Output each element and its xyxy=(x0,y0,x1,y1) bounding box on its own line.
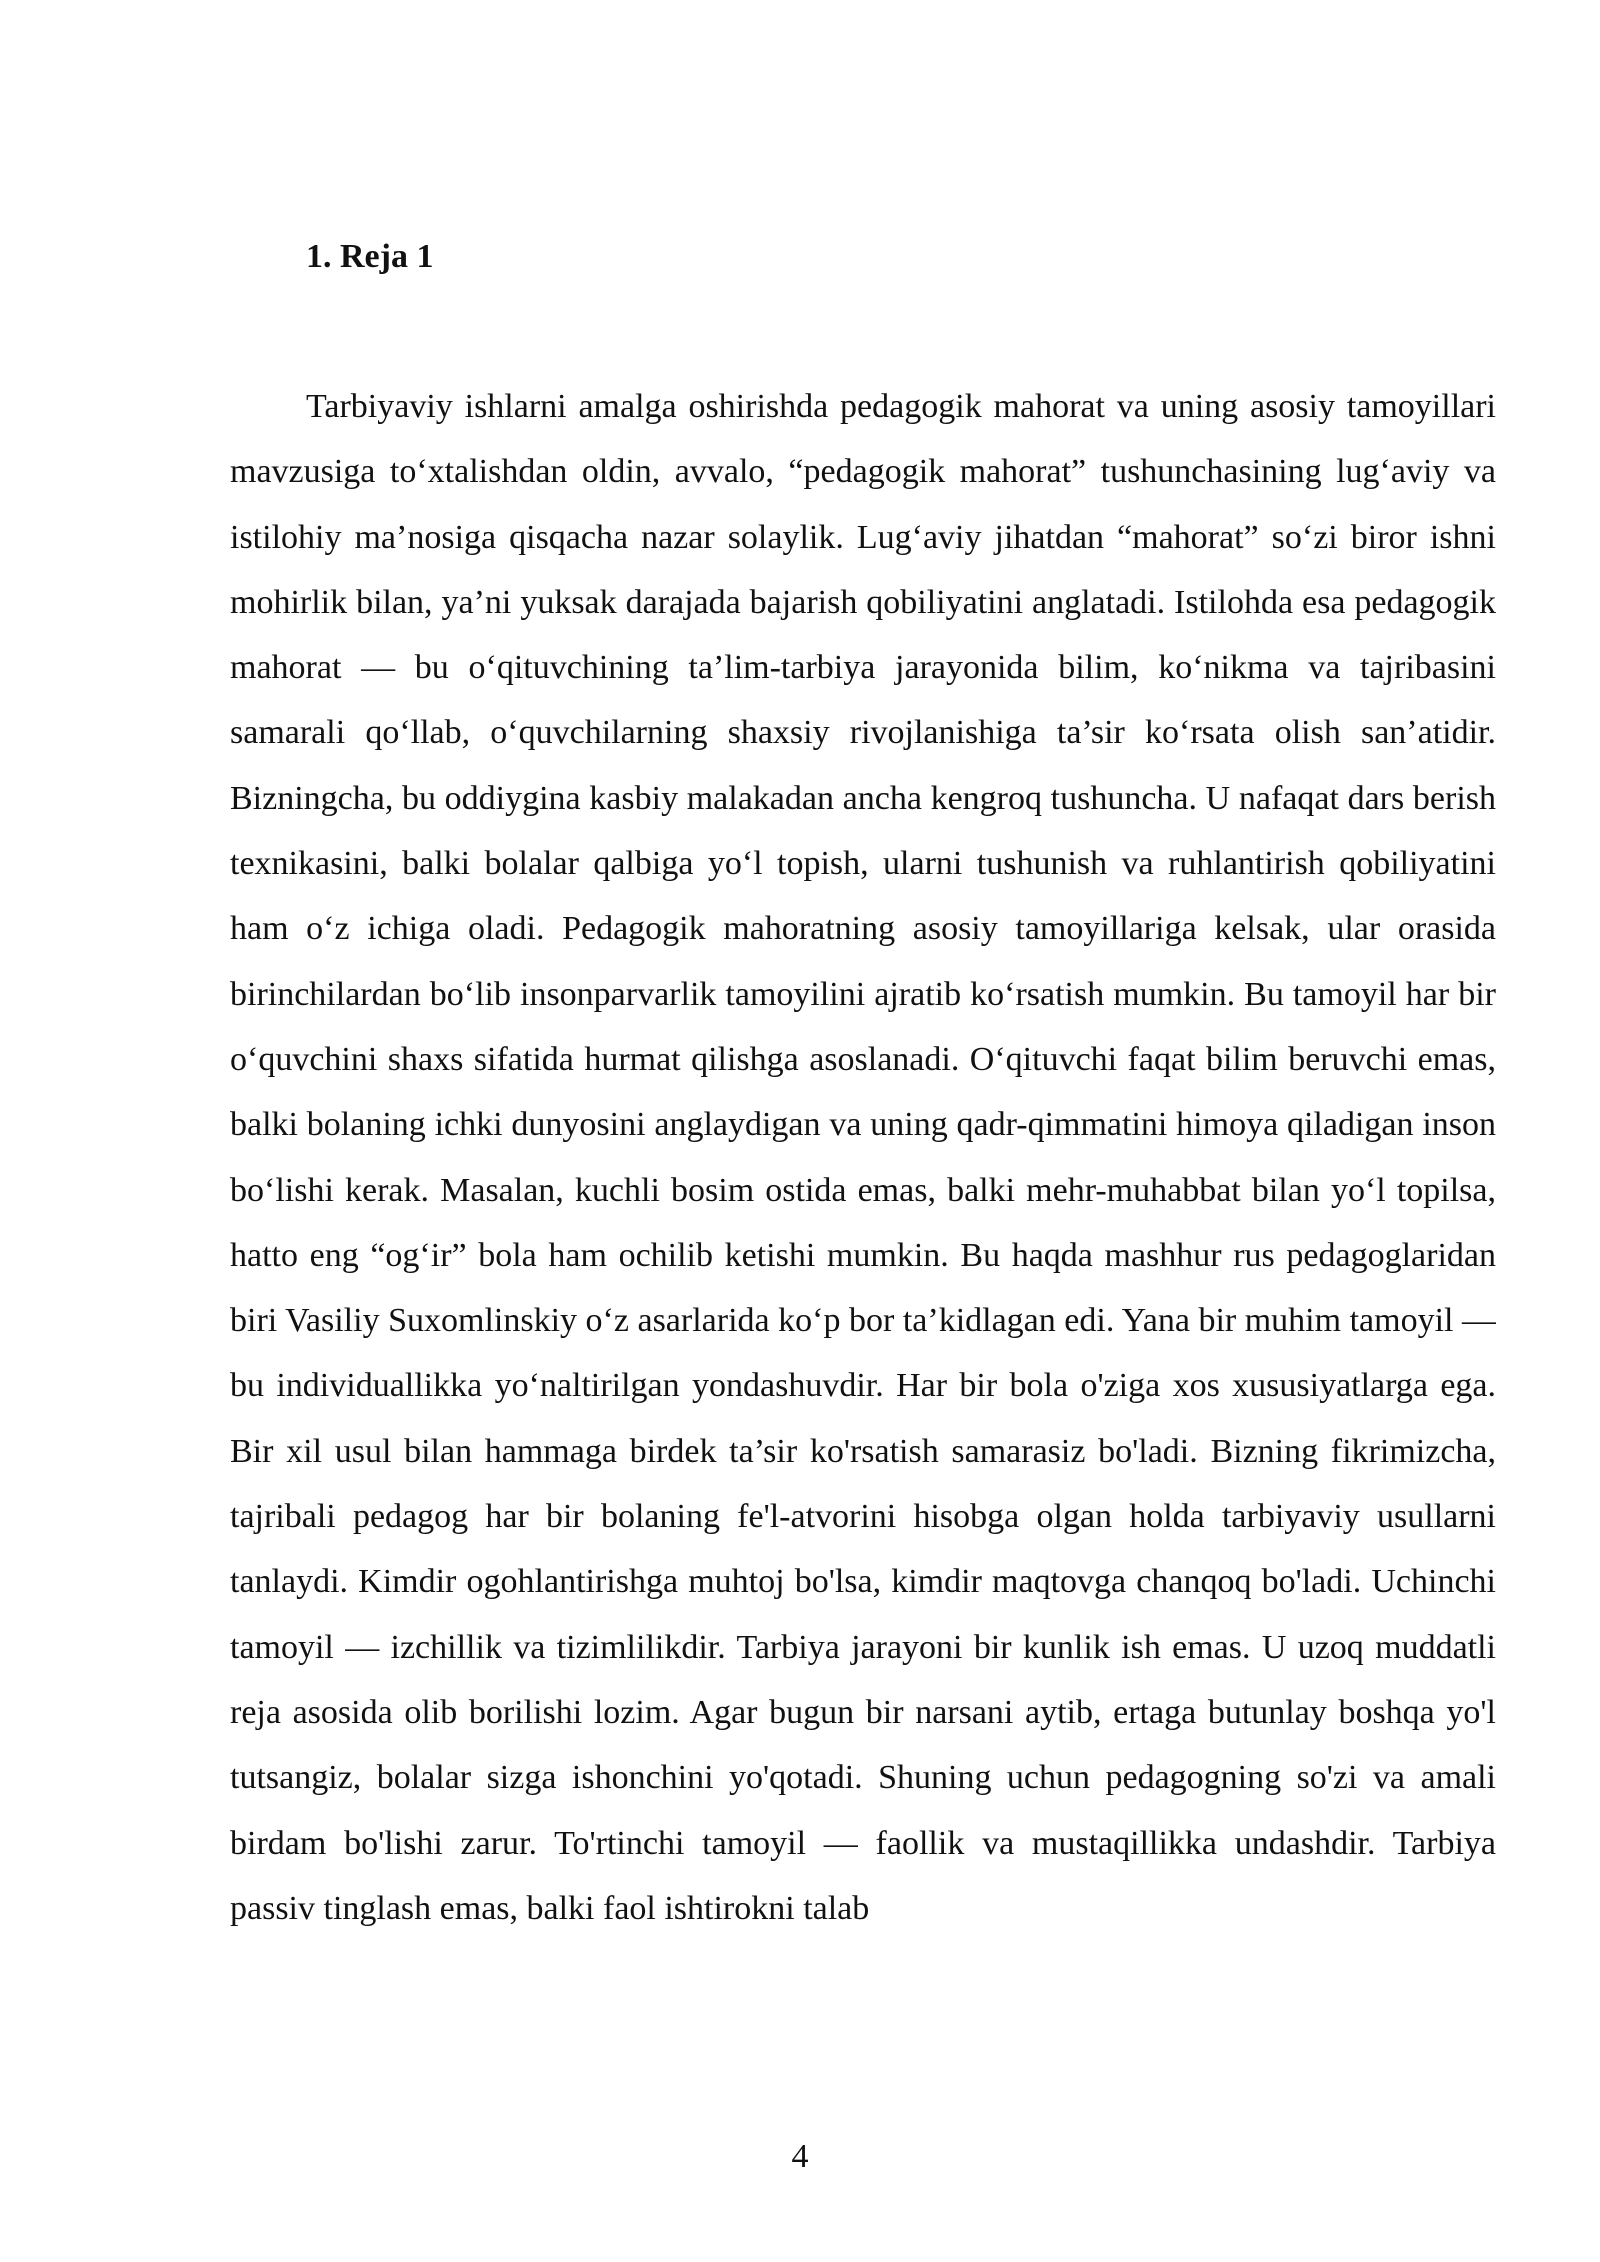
section-heading: 1. Reja 1 xyxy=(306,238,434,275)
page-number: 4 xyxy=(791,2138,809,2175)
body-paragraph: Tarbiyaviy ishlarni amalga oshirishda pedagogik mahorat va uning asosiy tamoyillari mavzusiga to‘xtalishdan oldin, avvalo, “pedagogik mahorat” tushunchasining lug‘aviy va istilohiy ma’nosiga qisqacha nazar solaylik. Lug‘aviy jihatdan “mahorat” so‘zi biror ishni mohirlik bilan, ya’ni yuksak darajada bajarish qobiliyatini anglatadi. Istilohda esa pedagogik mahorat — bu o‘qituvchining ta’lim-tarbiya jarayonida bilim, ko‘nikma va tajribasini samarali qo‘llab, o‘quvchilarning shaxsiy rivojlanishiga ta’sir ko‘rsata olish san’atidir. Bizningcha, bu oddiygina kasbiy malakadan ancha kengroq tushuncha. U nafaqat dars berish texnikasini, balki bolalar qalbiga yo‘l topish, ularni tushunish va ruhlantirish qobiliyatini ham o‘z ichiga oladi. Pedagogik mahoratning asosiy tamoyillariga kelsak, ular orasida birinchilardan bo‘lib insonparvarlik tamoyilini ajratib ko‘rsatish mumkin. Bu tamoyil har bir o‘quvchini shaxs sifatida hurmat qilishga asoslanadi. O‘qituvchi faqat bilim beruvchi emas, balki bolaning ichki dunyosini anglaydigan va uning qadr-qimmatini himoya qiladigan inson bo‘lishi kerak. Masalan, kuchli bosim ostida emas, balki mehr-muhabbat bilan yo‘l topilsa, hatto eng “og‘ir” bola ham ochilib ketishi mumkin. Bu haqda mashhur rus pedagoglaridan biri Vasiliy Suxomlinskiy o‘z asarlarida ko‘p bor ta’kidlagan edi. Yana bir muhim tamoyil — bu individuallikka yo‘naltirilgan yondashuvdir. Har bir bola o'ziga xos xususiyatlarga ega. Bir xil usul bilan hammaga birdek ta’sir ko'rsatish samarasiz bo'ladi. Bizning fikrimizcha, tajribali pedagog har bir bolaning fe'l-atvorini hisobga olgan holda tarbiyaviy usullarni tanlaydi. Kimdir ogohlantirishga muhtoj bo'lsa, kimdir maqtovga chanqoq bo'ladi. Uchinchi tamoyil — izchillik va tizimlilikdir. Tarbiya jarayoni bir kunlik ish emas. U uzoq muddatli reja asosida olib borilishi lozim. Agar bugun bir narsani aytib, ertaga butunlay boshqa yo'l tutsangiz, bolalar sizga ishonchini yo'qotadi. Shuning uchun pedagogning so'zi va amali birdam bo'lishi zarur. To'rtinchi tamoyil — faollik va mustaqillikka undashdir. Tarbiya passiv tinglash emas, balki faol ishtirokni talab xyxy=(230,388,1496,1927)
